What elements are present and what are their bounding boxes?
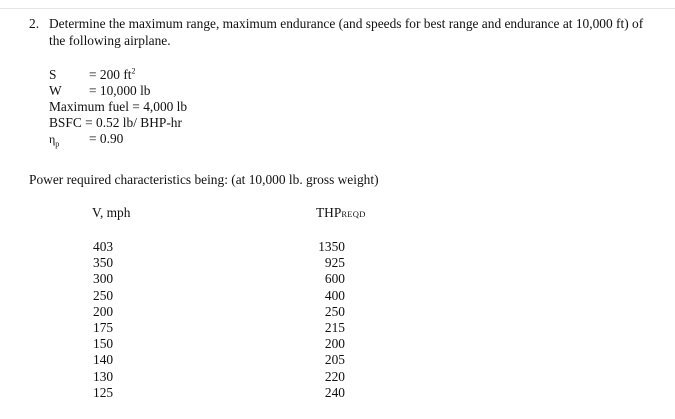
cell-thp: 220 [324,368,345,384]
given-row-fuel [49,99,187,115]
cell-thp: 205 [324,352,345,368]
given-row-s [49,67,187,83]
thp-main: THP [316,205,342,220]
table-row [0,352,675,368]
cell-velocity: 350 [93,255,114,271]
cell-velocity: 403 [93,239,114,254]
symbol-w: W [49,83,62,98]
table-row [0,369,675,385]
value-eta: = 0.90 [89,131,124,146]
symbol-eta [49,131,89,147]
table-row [0,336,675,352]
cell-thp: 600 [324,271,345,287]
cell-velocity: 130 [93,368,114,384]
problem-text: Determine the maximum range, maximum endurance (and speeds for best range and endurance at 10,000 ft) of the following airplane. [49,16,644,48]
table-intro: Power required characteristics being: (at 10,000 lb. gross weight) [29,172,379,187]
eta-letter: η [49,132,56,146]
cell-thp: 200 [324,336,345,352]
table-row [0,304,675,320]
column-header-thp [316,205,366,221]
cell-thp: 215 [324,319,345,335]
table-row [0,320,675,336]
given-row-bsfc [49,115,187,131]
given-row-eta [49,131,187,147]
table-row [0,255,675,271]
cell-velocity: 175 [93,319,114,335]
symbol-s: S [49,67,57,82]
cell-velocity: 125 [93,384,114,400]
cell-thp: 240 [324,384,345,400]
given-row-w [49,83,187,99]
cell-thp: 400 [324,287,345,303]
table-row [0,239,675,255]
top-divider [0,8,675,9]
table-row [0,288,675,304]
value-fuel: Maximum fuel = 4,000 lb [49,99,188,114]
eta-subscript: p [55,139,60,149]
table-row [0,385,675,401]
cell-thp: 250 [324,303,345,319]
cell-thp: 1350 [318,239,345,254]
value-bsfc: BSFC = 0.52 lb/ BHP-hr [49,115,182,130]
problem-number: 2. [29,16,40,31]
value-w: = 10,000 lb [89,83,151,98]
column-header-velocity: V, mph [92,205,131,220]
thp-subscript: REQD [341,209,366,219]
cell-velocity: 150 [93,336,114,352]
given-parameters [49,67,187,147]
cell-velocity: 250 [93,287,114,303]
power-required-table [0,239,675,401]
cell-thp: 925 [324,255,345,271]
problem-statement [29,15,649,49]
cell-velocity: 140 [93,352,114,368]
value-s-text: = 200 ft [89,67,132,82]
exponent-s: 2 [131,66,136,76]
table-row [0,271,675,287]
value-s [89,67,136,83]
cell-velocity: 300 [93,271,114,287]
cell-velocity: 200 [93,303,114,319]
